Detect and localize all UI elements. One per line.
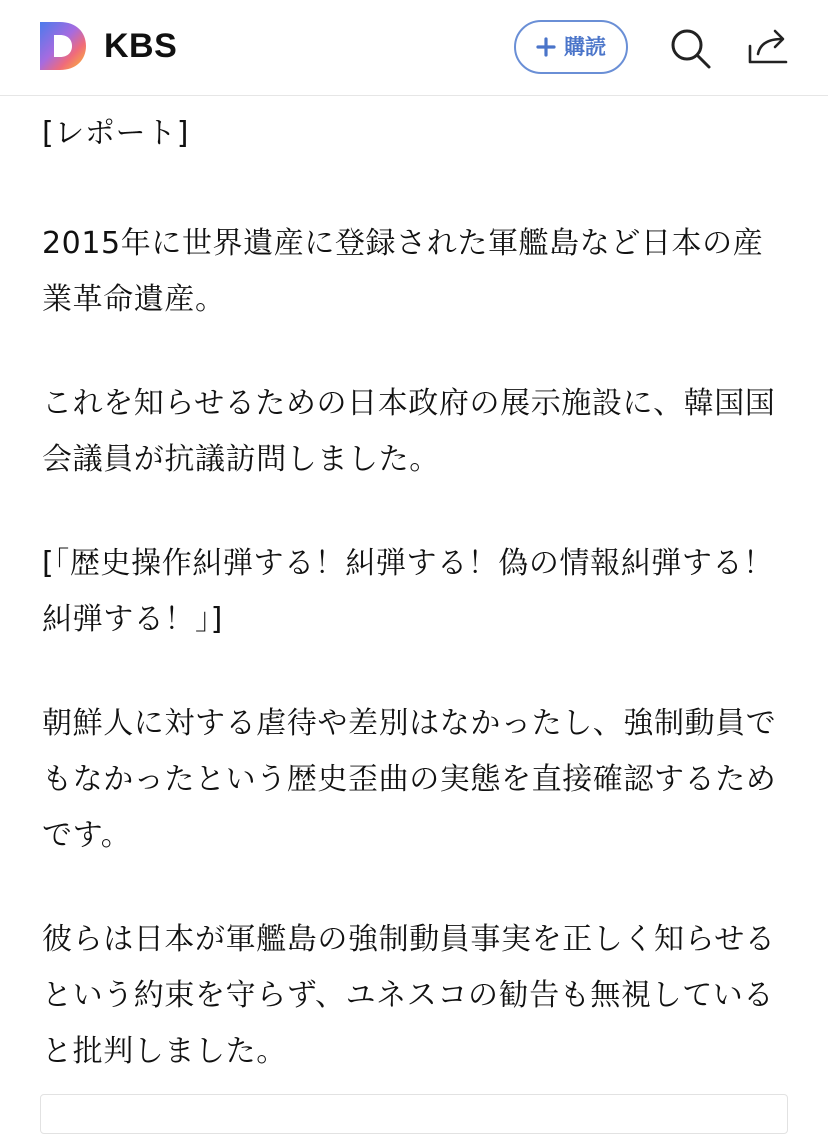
subscribe-button[interactable] [514,20,628,74]
embedded-media-card[interactable] [40,1094,788,1134]
daum-logo-icon[interactable] [40,22,86,70]
press-name[interactable]: KBS [104,27,178,65]
subscribe-label: 購読 [564,35,606,59]
plus-icon [536,37,556,57]
article-paragraph: 2015年に世界遺産に登録された軍艦島など日本の産業革命遺産。 [42,226,764,317]
article-paragraph: [レポート] [42,116,190,151]
article-paragraph: [「歴史操作糾弾する！糾弾する！偽の情報糾弾する！糾弾する！」] [42,546,774,637]
article-paragraph: 朝鮮人に対する虐待や差別はなかったし、強制動員でもなかったという歴史歪曲の実態を直接確認するためです。 [42,706,777,853]
share-icon[interactable] [746,26,790,70]
top-bar [0,0,828,96]
article-paragraph: これを知らせるための日本政府の展示施設に、韓国国会議員が抗議訪問しました。 [42,386,776,477]
article-body [42,106,790,1128]
search-icon[interactable] [668,26,712,70]
article-paragraph: 彼らは日本が軍艦島の強制動員事実を正しく知らせるという約束を守らず、ユネスコの勧告も無視していると批判しました。 [42,922,776,1069]
